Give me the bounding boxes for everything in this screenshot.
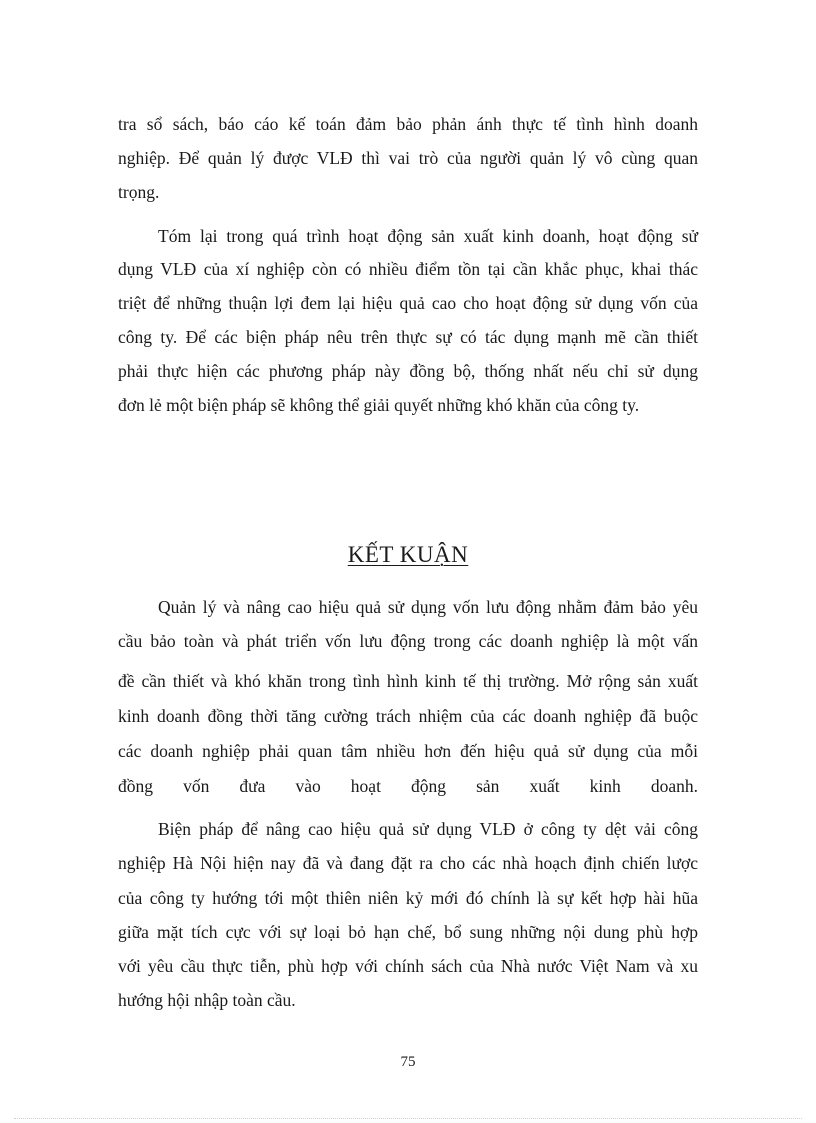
section-heading (0, 540, 816, 570)
text-line: công ty. Để các biện pháp nêu trên thực sự có tác dụng mạnh mẽ cần thiết (118, 327, 698, 347)
text-line: kinh doanh đồng thời tăng cường trách nhiệm của các doanh nghiệp đã buộc (118, 706, 698, 726)
text-line: dụng VLĐ của xí nghiệp còn có nhiều điểm tồn tại cần khắc phục, khai thác (118, 259, 698, 279)
text-line: tra sổ sách, báo cáo kế toán đảm bảo phản ánh thực tế tình hình doanh (118, 114, 698, 134)
text-line: Biện pháp để nâng cao hiệu quả sử dụng VLĐ ở công ty dệt vải công (158, 819, 698, 839)
text-line: triệt để những thuận lợi đem lại hiệu quả cao cho hoạt động sử dụng vốn của (118, 293, 698, 313)
text-line: hướng hội nhập toàn cầu. (118, 990, 296, 1010)
text-line: nghiệp Hà Nội hiện nay đã và đang đặt ra cho các nhà hoạch định chiến lược (118, 853, 698, 873)
text-line: Tóm lại trong quá trình hoạt động sản xuất kinh doanh, hoạt động sử (158, 226, 698, 246)
text-line: các doanh nghiệp phải quan tâm nhiều hơn đến hiệu quả sử dụng của mỗi (118, 741, 698, 761)
text-line: đồng vốn đưa vào hoạt động sản xuất kinh doanh. (118, 776, 698, 796)
text-line: đề cần thiết và khó khăn trong tình hình kinh tế thị trường. Mở rộng sản xuất (118, 671, 698, 691)
text-line: nghiệp. Để quản lý được VLĐ thì vai trò của người quản lý vô cùng quan (118, 148, 698, 168)
text-line: của công ty hướng tới một thiên niên kỷ mới đó chính là sự kết hợp hài hũa (118, 888, 698, 908)
text-line: đơn lẻ một biện pháp sẽ không thể giải quyết những khó khăn của công ty. (118, 395, 640, 415)
text-line: phải thực hiện các phương pháp này đồng bộ, thống nhất nếu chỉ sử dụng (118, 361, 698, 381)
heading-text: KẾT KUẬN (347, 542, 469, 567)
text-line: cầu bảo toàn và phát triển vốn lưu động trong các doanh nghiệp là một vấn (118, 631, 698, 651)
text-line: với yêu cầu thực tiễn, phù hợp với chính sách của Nhà nước Việt Nam và xu (118, 956, 698, 976)
text-line: Quản lý và nâng cao hiệu quả sử dụng vốn lưu động nhằm đảm bảo yêu (158, 597, 698, 617)
page-number: 75 (400, 1054, 416, 1070)
text-line: giữa mặt tích cực với sự loại bỏ hạn chế, bổ sung những nội dung phù hợp (118, 922, 698, 942)
text-line: trọng. (118, 182, 160, 202)
page-bottom-divider (14, 1118, 802, 1119)
